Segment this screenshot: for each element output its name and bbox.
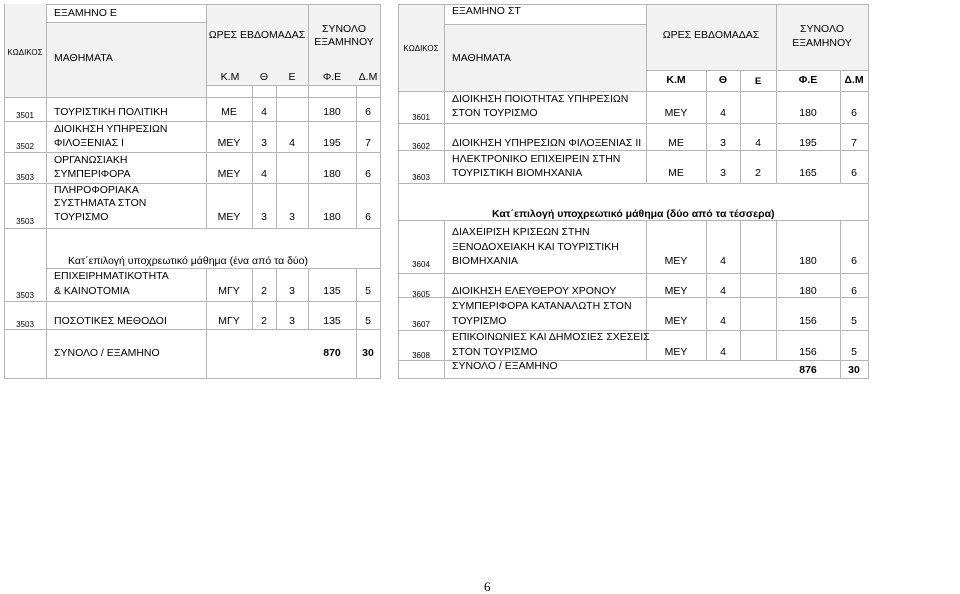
course-name-line3: ΤΟΥΡΙΣΜΟ <box>54 211 109 223</box>
course-dm: 6 <box>365 211 371 223</box>
course-name-line1: ΟΡΓΑΝΩΣΙΑΚΗ <box>54 154 128 166</box>
course-name-line2: ΣΤΟΝ ΤΟΥΡΙΣΜΟ <box>452 346 538 358</box>
course-th: 4 <box>261 106 267 118</box>
hours-header: ΩΡΕΣ ΕΒΔΟΜΑΔΑΣ <box>662 29 760 41</box>
course-e: 4 <box>755 137 761 149</box>
course-code: 3604 <box>412 260 430 269</box>
course-e: 3 <box>289 315 295 327</box>
course-name-line1: ΔΙΑΧΕΙΡΙΣΗ ΚΡΙΣΕΩΝ ΣΤΗΝ <box>452 226 590 238</box>
course-dm: 6 <box>851 285 857 297</box>
course-km: ΜΕΥ <box>664 315 688 327</box>
total-dm: 30 <box>362 347 374 359</box>
subheader-fe: Φ.Ε <box>798 74 818 86</box>
course-dm: 7 <box>851 137 857 149</box>
course-name-line2: ΣΥΣΤΗΜΑΤΑ ΣΤΟΝ <box>54 197 147 209</box>
course-fe: 135 <box>323 315 341 327</box>
semester-title: ΕΞΑΜΗΝΟ ΣΤ <box>452 5 521 17</box>
course-code: 3602 <box>412 142 430 151</box>
course-dm: 6 <box>851 255 857 267</box>
course-dm: 5 <box>365 285 371 297</box>
course-name-line1: ΠΛΗΡΟΦΟΡΙΑΚΑ <box>54 184 139 196</box>
total-fe: 870 <box>323 347 341 359</box>
course-fe: 195 <box>799 137 817 149</box>
subheader-km: Κ.Μ <box>220 71 240 83</box>
total-header-line2: ΕΞΑΜΗΝΟΥ <box>792 37 852 49</box>
course-dm: 5 <box>851 315 857 327</box>
course-th: 4 <box>720 315 726 327</box>
course-fe: 156 <box>799 346 817 358</box>
page-number: 6 <box>484 579 491 594</box>
course-th: 3 <box>261 137 267 149</box>
course-code: 3607 <box>412 320 430 329</box>
course-dm: 6 <box>851 107 857 119</box>
courses-header: ΜΑΘΗΜΑΤΑ <box>452 52 511 64</box>
course-e: 3 <box>289 211 295 223</box>
course-th: 3 <box>720 137 726 149</box>
total-label: ΣΥΝΟΛΟ / ΕΞΑΜΗΝΟ <box>452 360 558 372</box>
code-header: ΚΩΔΙΚΟΣ <box>403 44 439 53</box>
course-km: ΜΕΥ <box>664 107 688 119</box>
course-km: ΜΕΥ <box>217 137 241 149</box>
subheader-th: Θ <box>718 74 728 86</box>
course-name-line2: ΤΟΥΡΙΣΤΙΚΗ ΒΙΟΜΗΧΑΝΙΑ <box>452 167 583 179</box>
course-code: 3503 <box>16 217 34 226</box>
course-dm: 5 <box>851 346 857 358</box>
course-dm: 6 <box>365 168 371 180</box>
course-fe: 135 <box>323 285 341 297</box>
course-e: 4 <box>289 137 295 149</box>
course-km: ΜΕ <box>668 167 684 179</box>
subheader-e: Ε <box>288 71 296 83</box>
course-th: 2 <box>261 285 267 297</box>
semester-title: ΕΞΑΜΗΝΟ Ε <box>54 7 117 19</box>
total-header-line1: ΣΥΝΟΛΟ <box>321 23 366 35</box>
course-th: 3 <box>720 167 726 179</box>
course-dm: 6 <box>851 167 857 179</box>
course-fe: 165 <box>799 167 817 179</box>
course-name: ΠΟΣΟΤΙΚΕΣ ΜΕΘΟΔΟΙ <box>54 315 167 327</box>
course-name-line2: ΞΕΝΟΔΟΧΕΙΑΚΗ ΚΑΙ ΤΟΥΡΙΣΤΙΚΗ <box>452 241 619 253</box>
course-name-line2: ΣΤΟΝ ΤΟΥΡΙΣΜΟ <box>452 107 538 119</box>
course-th: 2 <box>261 315 267 327</box>
course-code: 3605 <box>412 290 430 299</box>
course-th: 3 <box>261 211 267 223</box>
course-name: ΔΙΟΙΚΗΣΗ ΥΠΗΡΕΣΙΩΝ ΦΙΛΟΞΕΝΙΑΣ ΙΙ <box>452 137 642 149</box>
course-th: 4 <box>720 107 726 119</box>
course-km: ΜΕ <box>668 137 684 149</box>
course-name-line1: ΣΥΜΠΕΡΙΦΟΡΑ ΚΑΤΑΝΑΛΩΤΗ ΣΤΟΝ <box>452 300 632 312</box>
courses-header: ΜΑΘΗΜΑΤΑ <box>54 52 113 64</box>
course-km: ΜΓΥ <box>218 315 240 327</box>
course-th: 4 <box>720 285 726 297</box>
subheader-dm: Δ.Μ <box>358 71 378 83</box>
course-name: ΔΙΟΙΚΗΣΗ ΕΛΕΥΘΕΡΟΥ ΧΡΟΝΟΥ <box>452 285 617 297</box>
course-name-line1: ΕΠΙΧΕΙΡΗΜΑΤΙΚΟΤΗΤΑ <box>54 270 169 282</box>
course-km: ΜΕΥ <box>217 168 241 180</box>
course-th: 4 <box>261 168 267 180</box>
subheader-th: Θ <box>259 71 269 83</box>
course-code: 3503 <box>16 320 34 329</box>
elective-note: Κατ΄επιλογή υποχρεωτικό μάθημα (ένα από τα δύο) <box>68 255 308 267</box>
course-name-line1: ΗΛΕΚΤΡΟΝΙΚΟ ΕΠΙΧΕΙΡΕΙΝ ΣΤΗΝ <box>452 153 621 165</box>
course-name-line1: ΔΙΟΙΚΗΣΗ ΥΠΗΡΕΣΙΩΝ <box>54 123 168 135</box>
course-e: 2 <box>755 167 761 179</box>
course-code: 3501 <box>16 111 34 120</box>
course-fe: 180 <box>799 255 817 267</box>
course-code: 3603 <box>412 173 430 182</box>
course-name: ΤΟΥΡΙΣΤΙΚΗ ΠΟΛΙΤΙΚΗ <box>54 106 168 118</box>
course-th: 4 <box>720 346 726 358</box>
course-fe: 180 <box>799 107 817 119</box>
course-dm: 7 <box>365 137 371 149</box>
course-name-line2: & ΚΑΙΝΟΤΟΜΙΑ <box>54 285 130 297</box>
course-code: 3502 <box>16 142 34 151</box>
course-fe: 180 <box>323 106 341 118</box>
course-th: 4 <box>720 255 726 267</box>
course-fe: 180 <box>323 168 341 180</box>
hours-header: ΩΡΕΣ ΕΒΔΟΜΑΔΑΣ <box>208 29 306 41</box>
subheader-km: Κ.Μ <box>666 74 686 86</box>
course-fe: 180 <box>323 211 341 223</box>
course-dm: 5 <box>365 315 371 327</box>
course-fe: 180 <box>799 285 817 297</box>
course-km: ΜΕΥ <box>664 285 688 297</box>
course-km: ΜΕΥ <box>217 211 241 223</box>
course-code: 3503 <box>16 291 34 300</box>
course-name-line1: ΕΠΙΚΟΙΝΩΝΙΕΣ ΚΑΙ ΔΗΜΟΣΙΕΣ ΣΧΕΣΕΙΣ <box>452 331 650 343</box>
course-name-line2: ΤΟΥΡΙΣΜΟ <box>452 315 507 327</box>
course-fe: 156 <box>799 315 817 327</box>
course-e: 3 <box>289 285 295 297</box>
total-header-line1: ΣΥΝΟΛΟ <box>799 23 844 35</box>
course-name-line2: ΣΥΜΠΕΡΙΦΟΡΑ <box>54 168 131 180</box>
course-name-line2: ΦΙΛΟΞΕΝΙΑΣ Ι <box>54 137 124 149</box>
total-fe: 876 <box>799 364 817 376</box>
course-code: 3601 <box>412 113 430 122</box>
course-fe: 195 <box>323 137 341 149</box>
subheader-dm: Δ.Μ <box>844 74 864 86</box>
course-name-line3: ΒΙΟΜΗΧΑΝΙΑ <box>452 255 518 267</box>
course-km: ΜΕ <box>221 106 237 118</box>
elective-note: Κατ΄επιλογή υποχρεωτικό μάθημα (δύο από τα τέσσερα) <box>492 208 775 220</box>
course-name-line1: ΔΙΟΙΚΗΣΗ ΠΟΙΟΤΗΤΑΣ ΥΠΗΡΕΣΙΩΝ <box>452 93 629 105</box>
code-header: ΚΩΔΙΚΟΣ <box>7 48 43 57</box>
course-km: ΜΓΥ <box>218 285 240 297</box>
course-code: 3503 <box>16 173 34 182</box>
subheader-fe: Φ.Ε <box>322 71 342 83</box>
course-km: ΜΕΥ <box>664 346 688 358</box>
subheader-e: Ε <box>754 76 762 87</box>
course-km: ΜΕΥ <box>664 255 688 267</box>
total-label: ΣΥΝΟΛΟ / ΕΞΑΜΗΝΟ <box>54 347 160 359</box>
total-dm: 30 <box>848 364 860 376</box>
total-header-line2: ΕΞΑΜΗΝΟΥ <box>314 36 374 48</box>
course-dm: 6 <box>365 106 371 118</box>
course-code: 3608 <box>412 351 430 360</box>
